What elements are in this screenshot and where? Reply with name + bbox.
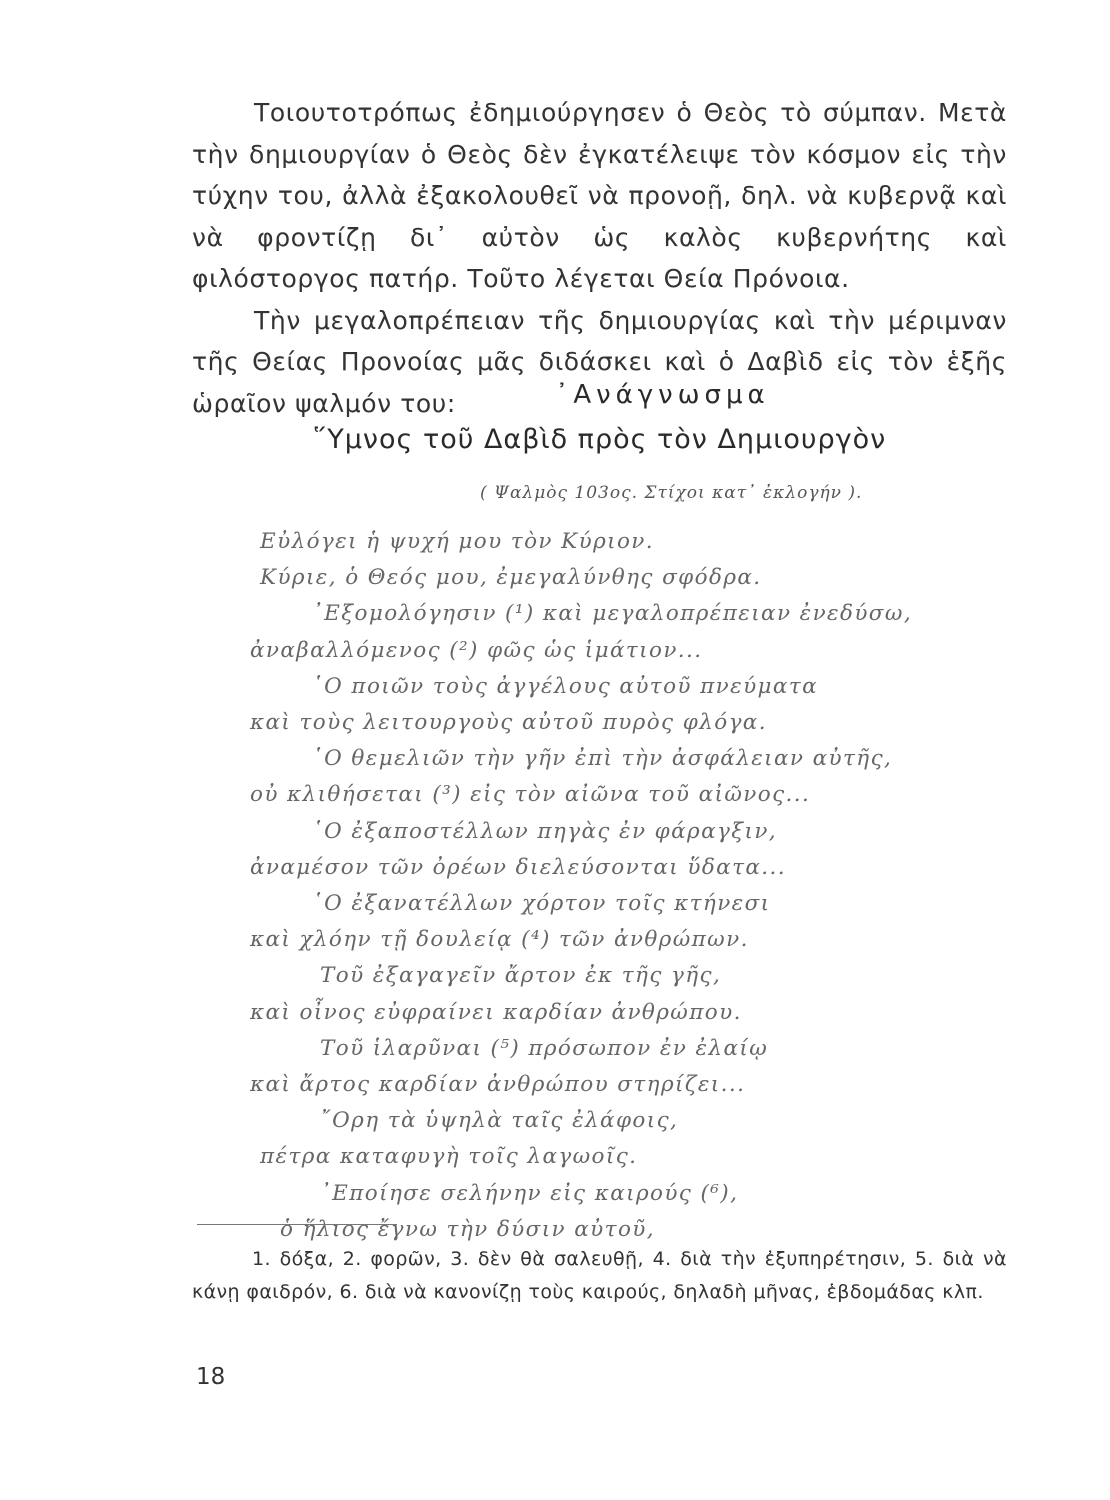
verse-line: Εὐλόγει ἡ ψυχή μου τὸν Κύριον. xyxy=(260,529,654,554)
verse-line: ἀναβαλλόμενος (²) φῶς ὡς ἱμάτιον... xyxy=(250,637,703,663)
verse-line: πέτρα καταφυγὴ τοῖς λαγωοῖς. xyxy=(260,1144,638,1170)
paragraph-providence: Τοιουτοτρόπως ἐδημιούργησεν ὁ Θεὸς τὸ σύμπαν. Μετὰ τὴν δημιουργίαν ὁ Θεὸς δὲν ἐγκατέλειψε τὸν κόσμον εἰς τὴν τύχην του, ἀλλὰ ἐξακολουθεῖ νὰ προνοῇ, δηλ. νὰ κυβερνᾷ καὶ νὰ φροντίζῃ δι᾿ αὐτὸν ὡς καλὸς κυβερνήτης καὶ φιλόστοργος πατήρ. Τοῦτο λέγεται Θεία Πρόνοια. xyxy=(192,98,1007,293)
verse-line: καὶ οἶνος εὐφραίνει καρδίαν ἀνθρώπου. xyxy=(250,999,742,1025)
verse-line: Τοῦ ἱλαρῦναι (⁵) πρόσωπον ἐν ἐλαίῳ xyxy=(320,1035,769,1061)
page-number: 18 xyxy=(196,1364,226,1390)
verse-line: καὶ χλόην τῇ δουλείᾳ (⁴) τῶν ἀνθρώπων. xyxy=(250,927,749,953)
verse-line: Τοῦ ἐξαγαγεῖν ἄρτον ἐκ τῆς γῆς, xyxy=(320,963,722,989)
footnotes xyxy=(192,1243,1007,1309)
verse-line: ῾Ο ἐξαποστέλλων πηγὰς ἐν φάραγξιν, xyxy=(312,818,778,844)
paragraph-psalm-intro: Τὴν μεγαλοπρέπειαν τῆς δημιουργίας καὶ τὴν μέριμναν τῆς Θείας Προνοίας μᾶς διδάσκει καὶ ὁ Δαβὶδ εἰς τὸν ἑξῆς ὡραῖον ψαλμόν του: xyxy=(192,305,1007,418)
verse-line: ἀναμέσον τῶν ὀρέων διελεύσονται ὕδατα... xyxy=(250,854,786,880)
psalm-verses xyxy=(250,524,1010,1248)
verse-line: ῾Ο ποιῶν τοὺς ἀγγέλους αὐτοῦ πνεύματα xyxy=(312,673,819,699)
verse-line: ῾Ο ἐξανατέλλων χόρτον τοῖς κτήνεσι xyxy=(312,891,771,917)
hymn-title: ῞Υμνος τοῦ Δαβὶδ πρὸς τὸν Δημιουργὸν xyxy=(312,424,887,455)
verse-line: οὐ κλιθήσεται (³) εἰς τὸν αἰῶνα τοῦ αἰῶνος... xyxy=(250,782,811,808)
footnote-divider xyxy=(197,1224,397,1225)
verse-line: καὶ τοὺς λειτουργοὺς αὐτοῦ πυρὸς φλόγα. xyxy=(250,710,767,736)
verse-line: ὁ ἥλιος ἔγνω τὴν δύσιν αὐτοῦ, xyxy=(280,1216,655,1242)
body-text xyxy=(192,92,1007,424)
footnote-text: 1. δόξα, 2. φορῶν, 3. δὲν θὰ σαλευθῇ, 4. διὰ τὴν ἐξυπηρέτησιν, 5. διὰ νὰ κάνῃ φαιδρόν, 6. διὰ νὰ κανονίζῃ τοὺς καιρούς, δηλαδὴ μῆνας, ἑβδομάδας κλπ. xyxy=(192,1248,1007,1303)
reading-label: ᾿Ανάγνωσμα xyxy=(555,380,770,410)
verse-line: ᾿Εξομολόγησιν (¹) καὶ μεγαλοπρέπειαν ἐνεδύσω, xyxy=(312,601,913,627)
psalm-citation: ( Ψαλμὸς 103ος. Στίχοι κατ᾿ ἐκλογήν ). xyxy=(480,483,863,503)
verse-line: ῾Ο θεμελιῶν τὴν γῆν ἐπὶ τὴν ἀσφάλειαν αὐτῆς, xyxy=(312,746,893,772)
verse-line: Κύριε, ὁ Θεός μου, ἐμεγαλύνθης σφόδρα. xyxy=(260,565,762,591)
verse-line: ᾿Εποίησε σελήνην εἰς καιρούς (⁶), xyxy=(320,1180,739,1206)
verse-line: ῎Ορη τὰ ὑψηλὰ ταῖς ἐλάφοις, xyxy=(320,1108,679,1134)
verse-line: καὶ ἄρτος καρδίαν ἀνθρώπου στηρίζει... xyxy=(250,1072,746,1098)
